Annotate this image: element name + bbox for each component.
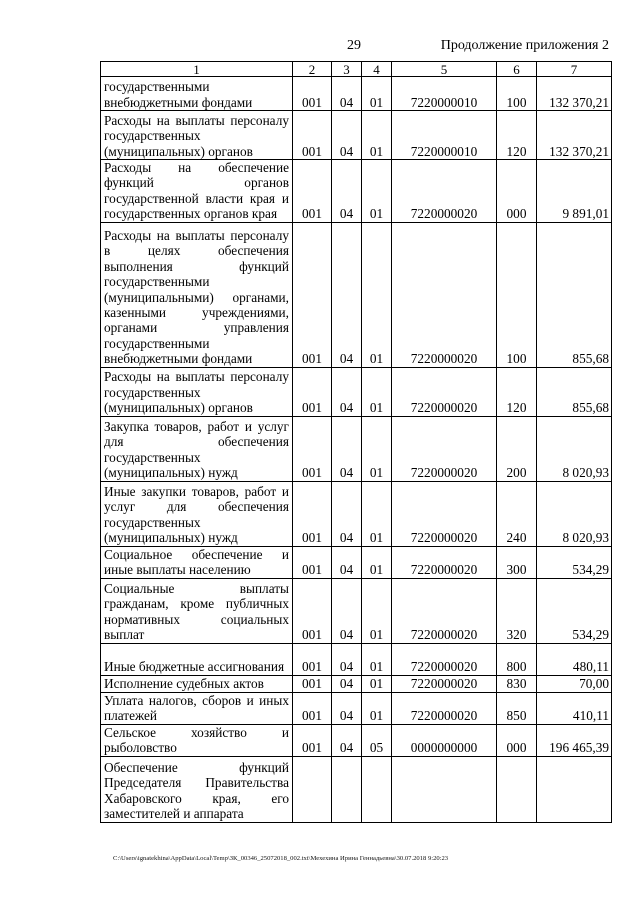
row-value-cell: 850 [497, 692, 537, 724]
page-number: 29 [347, 38, 361, 53]
row-value-cell: 04 [332, 578, 362, 643]
column-header: 3 [332, 62, 362, 77]
row-value-cell: 04 [332, 367, 362, 416]
row-value-cell: 7220000020 [392, 578, 497, 643]
row-value-cell: 132 370,21 [537, 111, 612, 160]
row-value-cell: 04 [332, 160, 362, 223]
row-value-cell: 7220000010 [392, 111, 497, 160]
row-value-cell [497, 756, 537, 822]
row-value-cell: 300 [497, 546, 537, 578]
row-value-cell: 7220000020 [392, 481, 497, 546]
row-value-cell: 120 [497, 111, 537, 160]
row-value-cell: 01 [362, 643, 392, 675]
table-row [101, 643, 612, 675]
row-value-cell: 9 891,01 [537, 160, 612, 223]
row-name-cell: Социальные выплаты гражданам, кроме публичных нормативных социальных выплат [101, 578, 293, 643]
row-value-cell: 100 [497, 222, 537, 367]
row-value-cell: 04 [332, 111, 362, 160]
row-value-cell [392, 756, 497, 822]
row-value-cell: 534,29 [537, 546, 612, 578]
row-value-cell: 200 [497, 416, 537, 481]
row-name-cell: Социальное обеспечение и иные выплаты населению [101, 546, 293, 578]
row-value-cell: 100 [497, 77, 537, 111]
row-value-cell [537, 756, 612, 822]
row-value-cell: 830 [497, 675, 537, 692]
row-name-cell: государственными внебюджетными фондами [101, 77, 293, 111]
row-value-cell: 7220000020 [392, 222, 497, 367]
row-value-cell: 196 465,39 [537, 724, 612, 756]
row-value-cell: 410,11 [537, 692, 612, 724]
row-value-cell: 7220000010 [392, 77, 497, 111]
row-value-cell: 04 [332, 77, 362, 111]
row-value-cell: 120 [497, 367, 537, 416]
table-row [101, 160, 612, 223]
row-value-cell: 04 [332, 222, 362, 367]
row-value-cell: 001 [293, 416, 332, 481]
table-row [101, 724, 612, 756]
row-value-cell: 01 [362, 578, 392, 643]
row-value-cell: 001 [293, 77, 332, 111]
row-value-cell: 534,29 [537, 578, 612, 643]
table-row [101, 111, 612, 160]
row-value-cell: 04 [332, 724, 362, 756]
row-value-cell: 0000000000 [392, 724, 497, 756]
row-value-cell: 7220000020 [392, 367, 497, 416]
table-row [101, 481, 612, 546]
table-row [101, 756, 612, 822]
row-name-cell: Расходы на выплаты персоналу государственных (муниципальных) органов [101, 111, 293, 160]
budget-table [100, 61, 612, 823]
footer-file-path: C:\Users\ignatekhina\AppData\Local\Temp\ЗК_00346_25072018_002.txt\Мехехина Ирина Геннадьевна\30.07.2018 9:20:23 [113, 855, 449, 862]
row-value-cell: 01 [362, 160, 392, 223]
row-value-cell: 855,68 [537, 222, 612, 367]
table-row [101, 416, 612, 481]
row-value-cell: 04 [332, 481, 362, 546]
row-value-cell: 01 [362, 692, 392, 724]
row-value-cell [362, 756, 392, 822]
row-name-cell: Иные закупки товаров, работ и услуг для обеспечения государственных (муниципальных) нужд [101, 481, 293, 546]
row-value-cell: 01 [362, 222, 392, 367]
row-value-cell: 001 [293, 367, 332, 416]
row-name-cell: Расходы на выплаты персоналу государственных (муниципальных) органов [101, 367, 293, 416]
row-value-cell: 04 [332, 643, 362, 675]
row-value-cell: 240 [497, 481, 537, 546]
row-value-cell: 855,68 [537, 367, 612, 416]
row-value-cell: 000 [497, 160, 537, 223]
row-value-cell: 7220000020 [392, 692, 497, 724]
row-name-cell: Расходы на выплаты персоналу в целях обеспечения выполнения функций государственными (муниципальными) органами, казенными учреждениями, органами управления государственными внебюджетными фондами [101, 222, 293, 367]
row-value-cell: 001 [293, 692, 332, 724]
table-row [101, 578, 612, 643]
row-value-cell: 8 020,93 [537, 481, 612, 546]
row-value-cell: 001 [293, 675, 332, 692]
table-row [101, 675, 612, 692]
row-name-cell: Исполнение судебных актов [101, 675, 293, 692]
row-name-cell: Расходы на обеспечение функций органов государственной власти края и государственных органов края [101, 160, 293, 223]
row-value-cell: 05 [362, 724, 392, 756]
row-value-cell: 001 [293, 222, 332, 367]
row-value-cell: 480,11 [537, 643, 612, 675]
row-value-cell: 01 [362, 111, 392, 160]
column-header: 4 [362, 62, 392, 77]
row-value-cell: 8 020,93 [537, 416, 612, 481]
continuation-label: Продолжение приложения 2 [440, 38, 609, 53]
row-name-cell: Закупка товаров, работ и услуг для обеспечения государственных (муниципальных) нужд [101, 416, 293, 481]
row-value-cell: 001 [293, 111, 332, 160]
column-header: 1 [101, 62, 293, 77]
row-name-cell: Сельское хозяйство и рыболовство [101, 724, 293, 756]
table-row [101, 367, 612, 416]
row-value-cell: 04 [332, 675, 362, 692]
column-header: 7 [537, 62, 612, 77]
column-header: 6 [497, 62, 537, 77]
row-value-cell: 001 [293, 160, 332, 223]
row-value-cell: 001 [293, 578, 332, 643]
table-row [101, 222, 612, 367]
table-row [101, 546, 612, 578]
row-value-cell: 001 [293, 481, 332, 546]
row-value-cell [332, 756, 362, 822]
row-value-cell [293, 756, 332, 822]
row-value-cell: 04 [332, 546, 362, 578]
row-value-cell: 800 [497, 643, 537, 675]
row-value-cell: 04 [332, 692, 362, 724]
row-value-cell: 01 [362, 77, 392, 111]
row-value-cell: 320 [497, 578, 537, 643]
column-header: 2 [293, 62, 332, 77]
row-value-cell: 7220000020 [392, 643, 497, 675]
row-value-cell: 01 [362, 367, 392, 416]
row-value-cell: 7220000020 [392, 416, 497, 481]
row-value-cell: 70,00 [537, 675, 612, 692]
row-name-cell: Иные бюджетные ассигнования [101, 643, 293, 675]
row-value-cell: 001 [293, 724, 332, 756]
row-value-cell: 132 370,21 [537, 77, 612, 111]
row-value-cell: 01 [362, 675, 392, 692]
table-row [101, 77, 612, 111]
row-value-cell: 001 [293, 643, 332, 675]
row-value-cell: 01 [362, 481, 392, 546]
row-value-cell: 01 [362, 416, 392, 481]
table-header-row [101, 62, 612, 77]
table-row [101, 692, 612, 724]
row-value-cell: 7220000020 [392, 675, 497, 692]
row-value-cell: 04 [332, 416, 362, 481]
column-header: 5 [392, 62, 497, 77]
row-value-cell: 7220000020 [392, 160, 497, 223]
row-value-cell: 001 [293, 546, 332, 578]
row-value-cell: 01 [362, 546, 392, 578]
row-name-cell: Уплата налогов, сборов и иных платежей [101, 692, 293, 724]
row-value-cell: 000 [497, 724, 537, 756]
row-name-cell: Обеспечение функций Председателя Правительства Хабаровского края, его заместителей и аппарата [101, 756, 293, 822]
row-value-cell: 7220000020 [392, 546, 497, 578]
